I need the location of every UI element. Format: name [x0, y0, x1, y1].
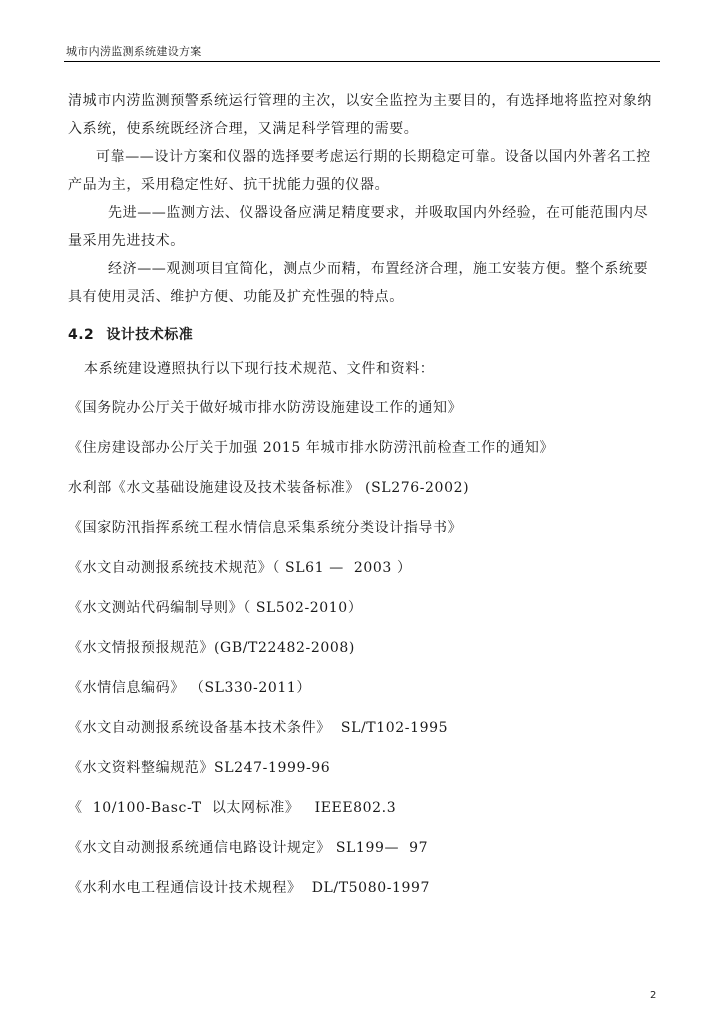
body-paragraph	[68, 143, 660, 199]
section-number: 4.2	[68, 327, 95, 343]
reference-item: 《水文自动测报系统设备基本技术条件》 SL/T102-1995	[68, 720, 449, 736]
reference-item: 《水文测站代码编制导则》（ SL502-2010）	[68, 600, 363, 616]
reference-item: 《水文情报预报规范》(GB/T22482-2008)	[68, 640, 355, 656]
paragraph-line: 可靠——设计方案和仪器的选择要考虑运行期的长期稳定可靠。设备以国内外著名工控	[96, 149, 651, 165]
reference-item: 《住房建设部办公厅关于加强 2015 年城市排水防涝汛前检查工作的通知》	[68, 440, 555, 456]
body-paragraph	[68, 87, 660, 143]
header-divider	[64, 61, 660, 62]
page-number: 2	[650, 990, 657, 1001]
paragraph-line: 具有使用灵活、维护方便、功能及扩充性强的特点。	[68, 289, 404, 305]
paragraph-line: 量采用先进技术。	[68, 233, 185, 249]
section-intro: 本系统建设遵照执行以下现行技术规范、文件和资料：	[84, 361, 435, 377]
paragraph-line: 经济——观测项目宜简化，测点少而精，布置经济合理，施工安装方便。整个系统要	[108, 261, 649, 277]
reference-item: 《 10/100-Basc-T 以太网标准》 IEEE802.3	[68, 800, 397, 816]
running-header: 城市内涝监测系统建设方案	[66, 45, 202, 58]
paragraph-line: 产品为主，采用稳定性好、抗干扰能力强的仪器。	[68, 177, 390, 193]
body-paragraph	[68, 199, 660, 255]
paragraph-line: 先进——监测方法、仪器设备应满足精度要求，并吸取国内外经验，在可能范围内尽	[108, 205, 649, 221]
reference-item: 《水文自动测报系统技术规范》（ SL61 — 2003 ）	[68, 560, 412, 576]
reference-item: 《国务院办公厅关于做好城市排水防涝设施建设工作的通知》	[68, 400, 463, 416]
section-heading	[68, 324, 193, 344]
paragraph-line: 入系统，使系统既经济合理，又满足科学管理的需要。	[68, 121, 419, 137]
reference-item: 《水文自动测报系统通信电路设计规定》 SL199— 97	[68, 840, 429, 856]
reference-item: 《水利水电工程通信设计技术规程》 DL/T5080-1997	[68, 880, 431, 896]
paragraph-line: 清城市内涝监测预警系统运行管理的主次，以安全监控为主要目的，有选择地将监控对象纳	[68, 93, 652, 109]
reference-item: 水利部《水文基础设施建设及技术装备标准》 (SL276-2002)	[68, 480, 470, 496]
reference-item: 《国家防汛指挥系统工程水情信息采集系统分类设计指导书》	[68, 520, 463, 536]
section-title: 设计技术标准	[106, 327, 194, 343]
body-paragraph	[68, 255, 660, 311]
reference-item: 《水情信息编码》 （SL330-2011）	[68, 680, 312, 696]
reference-item: 《水文资料整编规范》SL247-1999-96	[68, 760, 331, 776]
